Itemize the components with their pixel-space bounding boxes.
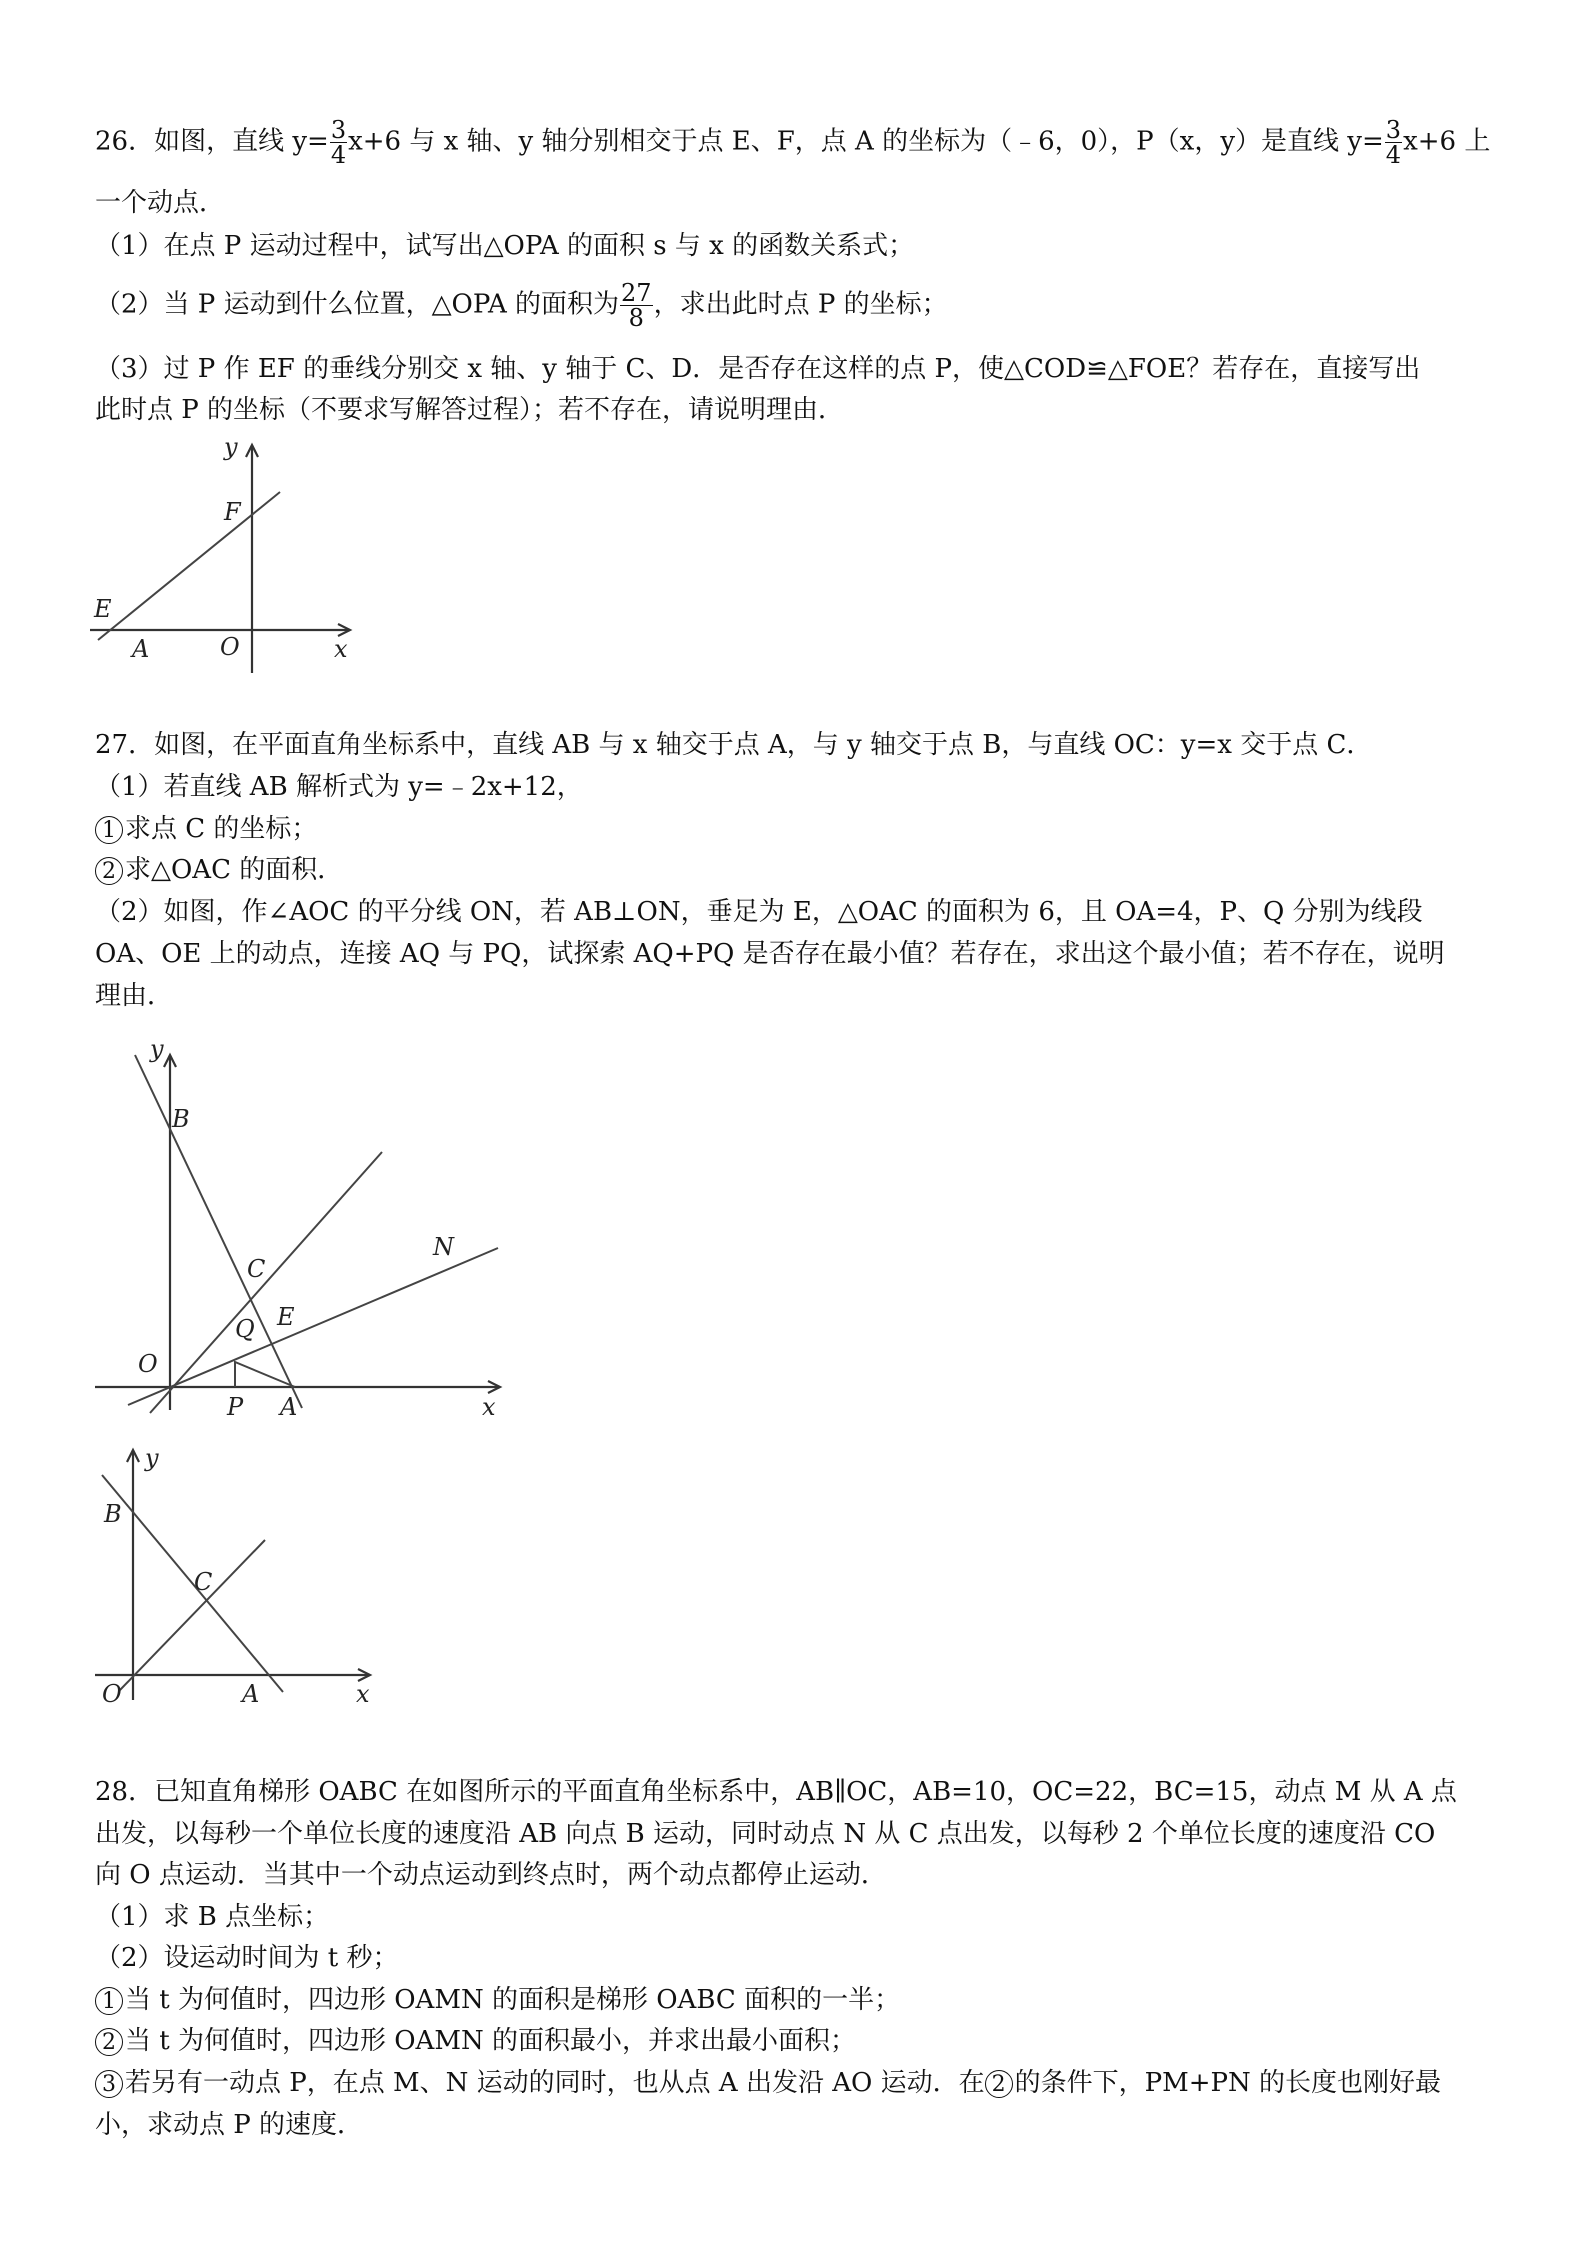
circled-number-1: 1 [95,1987,123,2015]
q27-part-1: （1）若直线 AB 解析式为 y=﹣2x+12， [95,772,583,802]
q26-part-1: （1）在点 P 运动过程中，试写出△OPA 的面积 s 与 x 的函数关系式； [95,231,915,261]
q27-part-1-item-1 [95,812,317,846]
circled-number-1: 1 [95,816,123,844]
fraction-3-4: $\frac{3}{4}$ [330,116,347,169]
q26-part-2-text-a: （2）当 P 运动到什么位置，△OPA 的面积为 [95,289,620,320]
q27-fig1-label-a: A [280,1393,298,1421]
q28-part-1: （1）求 B 点坐标； [95,1902,330,1932]
q27-fig1-label-x: x [482,1393,496,1421]
q27-fig1-label-e: E [277,1303,295,1331]
q27-fig1-label-p: P [227,1393,244,1421]
circled-number-2: 2 [95,857,123,885]
q26-line-2: 一个动点． [95,188,226,218]
q28-item-2-text: 当 t 为何值时，四边形 OAMN 的面积最小，并求出最小面积； [125,2026,856,2056]
q28-line-3: 向 O 点运动．当其中一个动点运动到终点时，两个动点都停止运动． [95,1860,887,1890]
q28-line-1: 28．已知直角梯形 OABC 在如图所示的平面直角坐标系中，AB∥OC，AB=10，OC=22，BC=15，动点 M 从 A 点 [95,1777,1457,1807]
fraction-3-4: $\frac{3}{4}$ [1385,116,1402,169]
q28-part-2-item-1 [95,1983,900,2017]
q26-label-e: E [94,595,112,623]
q26-label-f: F [224,498,241,526]
q26-label-o: O [220,633,240,661]
q28-line-2: 出发，以每秒一个单位长度的速度沿 AB 向点 B 运动，同时动点 N 从 C 点出发，以每秒 2 个单位长度的速度沿 CO [95,1819,1436,1849]
q27-fig1-label-o: O [138,1350,158,1378]
q26-line-1 [95,118,1490,167]
q26-figure [90,425,360,685]
q27-part-1-item-2 [95,853,343,887]
q26-label-x: x [334,635,348,663]
q28-part-2-item-3-end: 小，求动点 P 的速度． [95,2110,364,2140]
q27-item-2-text: 求△OAC 的面积． [125,855,344,885]
q27-figure-2 [90,1440,390,1720]
q26-text-b: x+6 与 x 轴、y 轴分别相交于点 E、F，点 A 的坐标为（﹣6，0），P（x，y）是直线 y= [348,126,1384,157]
circled-number-2: 2 [95,2028,123,2056]
q27-fig2-label-o: O [102,1680,122,1708]
q27-line-1: 27．如图，在平面直角坐标系中，直线 AB 与 x 轴交于点 A，与 y 轴交于点 B，与直线 OC：y=x 交于点 C． [95,730,1373,760]
q26-part-3-line-2: 此时点 P 的坐标（不要求写解答过程）；若不存在，请说明理由． [95,395,845,425]
q26-text-c: x+6 上 [1403,126,1491,157]
q26-part-3-line-1: （3）过 P 作 EF 的垂线分别交 x 轴、y 轴于 C、D．是否存在这样的点 P，使△COD≌△FOE？若存在，直接写出 [95,354,1421,384]
q27-figure-1 [90,1035,510,1425]
q27-fig1-line-ab [135,1055,302,1408]
q27-fig2-label-y: y [145,1444,159,1472]
q28-item-3-text-a: 若另有一动点 P，在点 M、N 运动的同时，也从点 A 出发沿 AO 运动．在 [125,2068,985,2098]
q26-text-a: 26．如图，直线 y= [95,126,329,157]
fraction-27-8: $\frac{27}{8}$ [621,279,652,332]
q27-part-2-line-1: （2）如图，作∠AOC 的平分线 ON，若 AB⊥ON，垂足为 E，△OAC 的面积为 6，且 OA=4，P、Q 分别为线段 [95,897,1423,927]
q28-part-2-item-2 [95,2024,856,2058]
circled-number-2: 2 [985,2070,1013,2098]
q27-fig2-label-x: x [356,1680,370,1708]
q27-fig1-label-b: B [172,1105,190,1133]
q28-item-3-text-b: 的条件下，PM+PN 的长度也刚好最 [1014,2068,1442,2098]
q27-fig2-line-oc [120,1540,265,1690]
circled-number-3: 3 [95,2070,123,2098]
q26-part-2 [95,281,948,330]
q27-item-1-text: 求点 C 的坐标； [125,814,318,844]
q28-item-1-text: 当 t 为何值时，四边形 OAMN 的面积是梯形 OABC 面积的一半； [125,1985,901,2015]
q27-fig2-label-a: A [242,1680,260,1708]
q26-label-a: A [132,635,150,663]
q27-fig2-line-ab [102,1475,283,1692]
q28-part-2-item-3 [95,2066,1441,2100]
q27-part-2-line-3: 理由． [95,981,174,1011]
q28-part-2: （2）设运动时间为 t 秒； [95,1943,399,1973]
q27-fig2-label-c: C [194,1568,213,1596]
q27-fig1-label-c: C [247,1255,266,1283]
q26-part-2-text-b: ，求出此时点 P 的坐标； [653,289,948,320]
q27-fig1-label-y: y [150,1035,164,1063]
q26-label-y: y [224,433,238,461]
q27-fig1-line-on [128,1248,498,1405]
q27-part-2-line-2: OA、OE 上的动点，连接 AQ 与 PQ，试探索 AQ+PQ 是否存在最小值？若存在，求出这个最小值；若不存在，说明 [95,939,1445,969]
q27-fig2-label-b: B [104,1500,122,1528]
q27-fig1-label-q: Q [235,1315,255,1343]
q27-fig1-label-n: N [433,1233,454,1261]
